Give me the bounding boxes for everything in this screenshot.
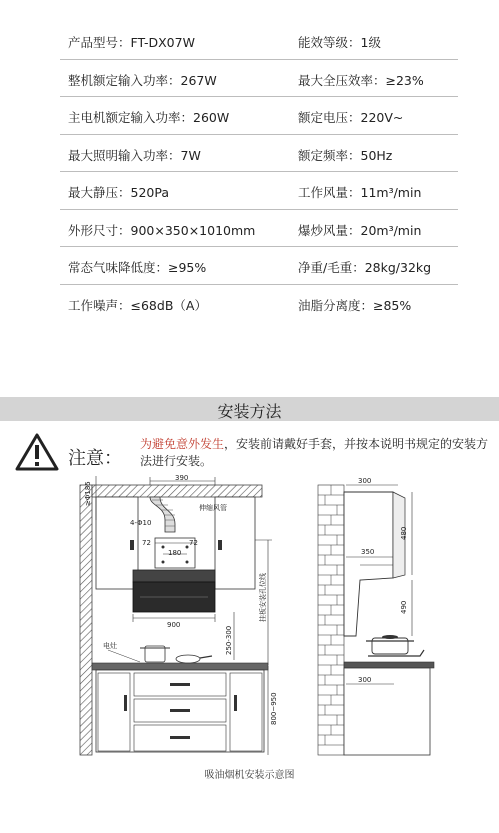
section-title: 安装方法 bbox=[217, 402, 282, 421]
spec-row bbox=[60, 60, 458, 98]
label-hole-line: 挂板安装孔位线 bbox=[259, 573, 267, 622]
label-d72a: 72 bbox=[142, 539, 151, 547]
brick-wall bbox=[318, 485, 344, 755]
installation-diagram bbox=[0, 470, 499, 766]
flex-duct bbox=[150, 497, 175, 532]
label-d180: 180 bbox=[168, 549, 182, 557]
hood-side-profile bbox=[344, 492, 393, 636]
label-d72b: 72 bbox=[189, 539, 198, 547]
diagram-caption: 吸油烟机安装示意图 bbox=[204, 770, 295, 781]
warning-icon bbox=[14, 432, 60, 472]
spec-right: 净重/毛重：28kg/32kg bbox=[298, 260, 432, 275]
label-stove: 电灶 bbox=[103, 642, 117, 650]
label-hose: 伸缩风管 bbox=[199, 504, 227, 512]
spec-right: 额定频率：50Hz bbox=[298, 147, 393, 163]
side-cabinet bbox=[344, 668, 430, 755]
spec-row bbox=[60, 135, 458, 173]
side-countertop bbox=[344, 662, 434, 668]
notice-title: 注意： bbox=[68, 448, 122, 469]
spec-row bbox=[60, 172, 458, 210]
spec-left: 最大照明输入功率：7W bbox=[68, 147, 201, 163]
spec-right: 油脂分离度：≥85% bbox=[298, 297, 412, 313]
ceiling bbox=[92, 485, 262, 497]
label-d390: 390 bbox=[175, 474, 189, 482]
spec-right: 最大全压效率：≥23% bbox=[298, 72, 424, 88]
notice-text-red: 为避免意外发生 bbox=[140, 437, 225, 451]
spec-left: 最大静压：520Pa bbox=[68, 185, 169, 200]
spec-row bbox=[60, 97, 458, 135]
label-phi10: 4-Φ10 bbox=[130, 519, 152, 527]
pan bbox=[176, 655, 200, 663]
countertop bbox=[92, 663, 268, 670]
label-s300-top: 300 bbox=[358, 477, 372, 485]
label-d250: 250-300 bbox=[225, 625, 233, 655]
spec-left: 主电机额定输入功率：260W bbox=[68, 110, 230, 125]
spec-row bbox=[60, 210, 458, 248]
spec-right: 额定电压：220V~ bbox=[298, 110, 404, 125]
spec-left: 工作噪声：≤68dB（A） bbox=[68, 297, 207, 313]
notice-text-rest: ，安装前请戴好手套，并按本说明书规定的安装方法进行安装。 bbox=[140, 437, 489, 468]
label-s350: 350 bbox=[361, 548, 375, 556]
spec-right: 爆炒风量：20m³/min bbox=[298, 222, 422, 238]
label-d185: ≥Φ185 bbox=[84, 481, 92, 506]
spec-left: 整机额定输入功率：267W bbox=[68, 72, 217, 88]
label-s490: 490 bbox=[400, 600, 408, 614]
spec-left: 外形尺寸：900×350×1010mm bbox=[68, 222, 256, 238]
spec-left: 常态气味降低度：≥95% bbox=[68, 260, 207, 275]
spec-table bbox=[60, 22, 458, 321]
label-s480: 480 bbox=[400, 526, 408, 540]
spec-right: 能效等级：1级 bbox=[298, 35, 381, 50]
label-d800: 800~950 bbox=[270, 692, 278, 725]
left-wall bbox=[80, 485, 92, 755]
spec-left: 产品型号：FT-DX07W bbox=[68, 35, 195, 50]
label-s300-bot: 300 bbox=[358, 676, 372, 684]
spec-right: 工作风量：11m³/min bbox=[298, 185, 422, 200]
spec-row bbox=[60, 22, 458, 60]
spec-row bbox=[60, 285, 458, 322]
hood-top bbox=[133, 570, 215, 582]
label-d900: 900 bbox=[167, 621, 181, 629]
spec-row bbox=[60, 247, 458, 285]
notice-text bbox=[140, 436, 490, 470]
